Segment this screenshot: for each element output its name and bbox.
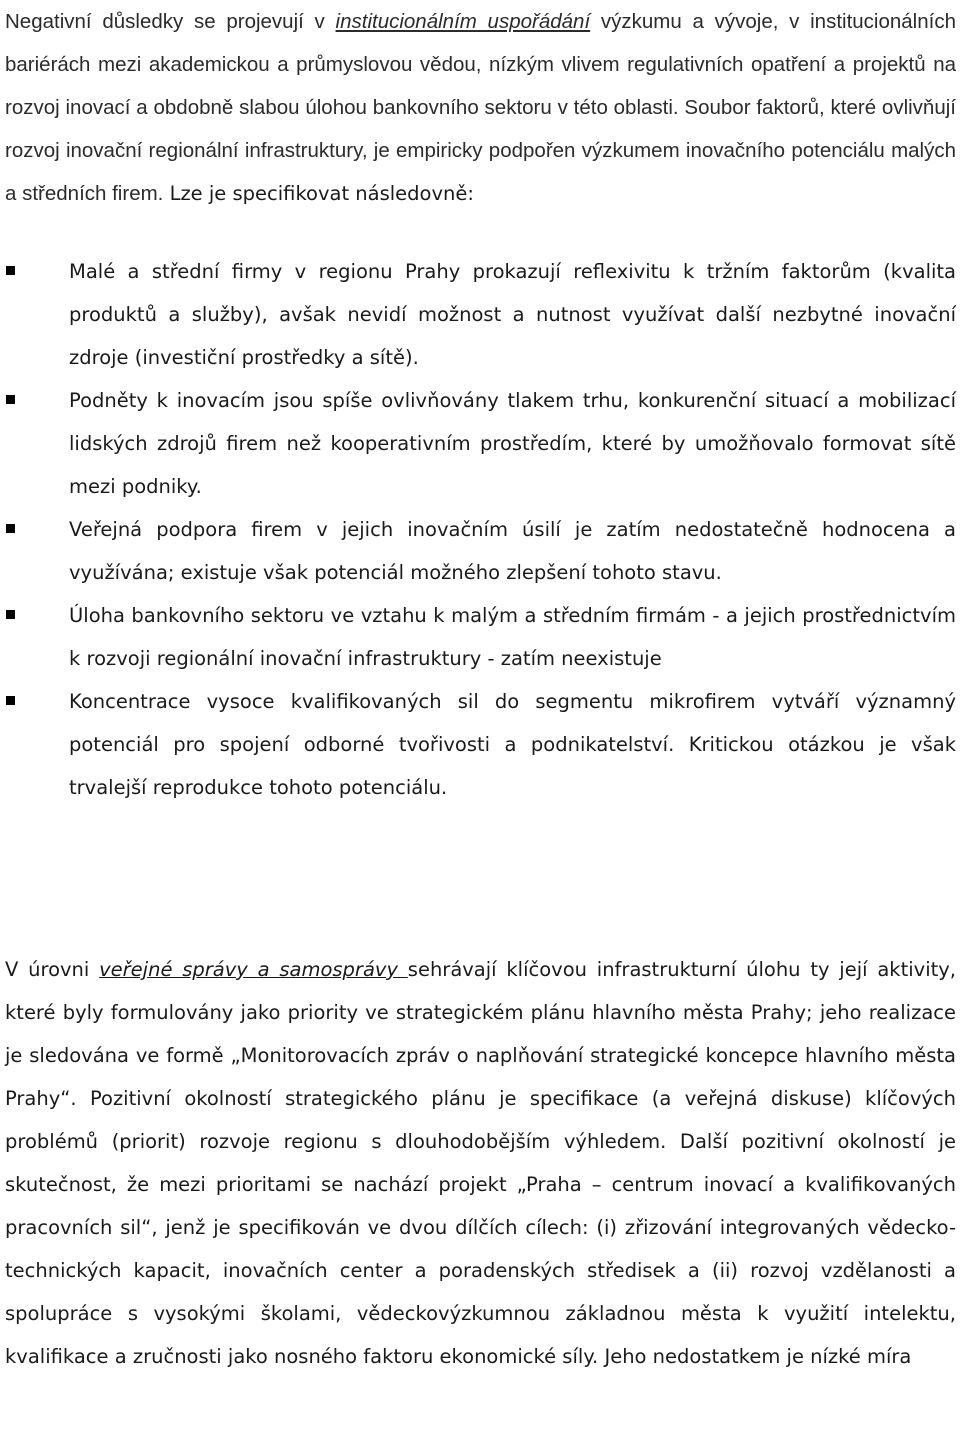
bullet-text: Veřejná podpora firem v jejich inovačním úsilí je zatím nedostatečně hodnocena a využívána; existuje však potenciál možného zlepšení tohoto stavu. [69, 518, 956, 584]
intro-emphasis-link[interactable]: institucionálním uspořádání [335, 10, 591, 33]
intro-paragraph [5, 0, 956, 215]
square-bullet-icon [6, 696, 15, 705]
bullet-item [0, 379, 956, 508]
bullet-text: Podněty k inovacím jsou spíše ovlivňovány tlakem trhu, konkurenční situací a mobilizací lidských zdrojů firem než kooperativním prostředím, které by umožňovalo formovat sítě mezi podniky. [69, 389, 956, 498]
square-bullet-icon [6, 610, 15, 619]
bullet-item [0, 680, 956, 809]
intro-text-3: Lze je specifikovat následovně: [163, 182, 474, 205]
bullet-item [0, 594, 956, 680]
para2-text-1: V úrovni [5, 958, 100, 981]
bullet-item [0, 250, 956, 379]
para2-text-2: sehrávají klíčovou infrastrukturní úlohu ty její aktivity, které byly formulovány jako priority ve strategickém plánu hlavního města Prahy; jeho realizace je sledována ve formě „Monitorovacích zpráv o naplňování strategické koncepce hlavního města Prahy“. Pozitivní okolností strategického plánu je specifikace (a veřejná diskuse) klíčových problémů (priorit) rozvoje regionu s dlouhodobějším výhledem. Další pozitivní okolností je skutečnost, že mezi prioritami se nachází projekt „Praha – centrum inovací a kvalifikovaných pracovních sil“, jenž je specifikován ve dvou dílčích cílech: (i) zřizování integrovaných vědecko-technických kapacit, inovačních center a poradenských středisek a (ii) rozvoj vzdělanosti a spolupráce s vysokými školami, vědeckovýzkumnou základnou města k využití intelektu, kvalifikace a zručnosti jako nosného faktoru ekonomické síly. Jeho nedostatkem je nízké míra [5, 958, 956, 1368]
square-bullet-icon [6, 266, 15, 275]
intro-text-2: výzkumu a vývoje, v institucionálních bariérách mezi akademickou a průmyslovou vědou, nízkým vlivem regulativních opatření a projektů na rozvoj inovací a obdobně slabou úlohou bankovního sektoru v této oblasti. Soubor faktorů, které ovlivňují rozvoj inovační regionální infrastruktury, je empiricky podpořen výzkumem inovačního potenciálu malých a středních firem. [5, 10, 956, 205]
bullet-text: Úloha bankovního sektoru ve vztahu k malým a středním firmám - a jejich prostřednictvím k rozvoji regionální inovační infrastruktury - zatím neexistuje [69, 604, 956, 670]
bullet-text: Koncentrace vysoce kvalifikovaných sil do segmentu mikrofirem vytváří významný potenciál pro spojení odborné tvořivosti a podnikatelství. Kritickou otázkou je však trvalejší reprodukce tohoto potenciálu. [69, 690, 956, 799]
para2-emphasis-link[interactable]: veřejné správy a samosprávy [99, 958, 408, 981]
square-bullet-icon [6, 395, 15, 404]
bullet-list [0, 250, 960, 809]
square-bullet-icon [6, 524, 15, 533]
bullet-item [0, 508, 956, 594]
public-administration-paragraph [5, 948, 956, 1378]
intro-text-1: Negativní důsledky se projevují v [5, 10, 336, 33]
bullet-text: Malé a střední firmy v regionu Prahy prokazují reflexivitu k tržním faktorům (kvalita produktů a služby), avšak nevidí možnost a nutnost využívat další nezbytné inovační zdroje (investiční prostředky a sítě). [69, 260, 956, 369]
